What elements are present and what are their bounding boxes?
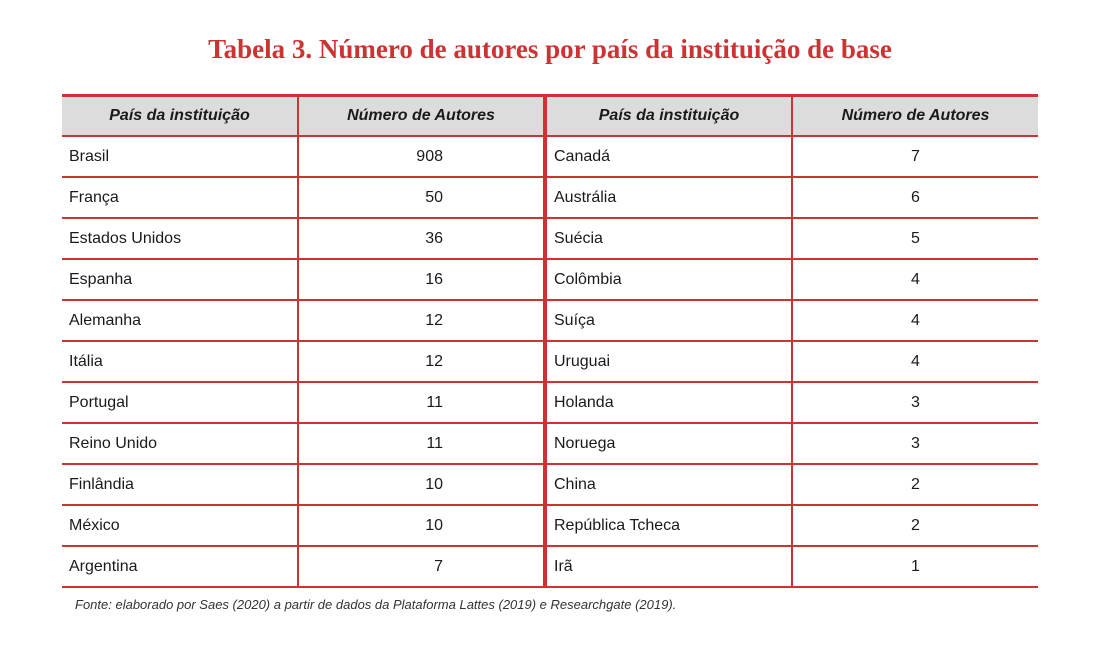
count-cell: 6 bbox=[792, 177, 1038, 218]
count-cell: 5 bbox=[792, 218, 1038, 259]
country-cell: Suécia bbox=[545, 218, 792, 259]
table-row bbox=[62, 341, 1038, 382]
country-cell: Reino Unido bbox=[62, 423, 298, 464]
count-cell: 50 bbox=[298, 177, 545, 218]
country-cell: Colômbia bbox=[545, 259, 792, 300]
country-cell: Portugal bbox=[62, 382, 298, 423]
count-cell: 11 bbox=[298, 382, 545, 423]
count-cell: 16 bbox=[298, 259, 545, 300]
table-row bbox=[62, 300, 1038, 341]
count-cell: 7 bbox=[792, 136, 1038, 177]
count-cell: 7 bbox=[298, 546, 545, 587]
count-cell: 3 bbox=[792, 423, 1038, 464]
header-count-right: Número de Autores bbox=[792, 96, 1038, 137]
country-cell: Austrália bbox=[545, 177, 792, 218]
count-cell: 12 bbox=[298, 300, 545, 341]
table-body bbox=[62, 136, 1038, 587]
table-header-row bbox=[62, 96, 1038, 137]
header-country-right: País da instituição bbox=[545, 96, 792, 137]
count-cell: 4 bbox=[792, 300, 1038, 341]
table-row bbox=[62, 259, 1038, 300]
country-cell: Itália bbox=[62, 341, 298, 382]
country-cell: República Tcheca bbox=[545, 505, 792, 546]
country-cell: México bbox=[62, 505, 298, 546]
table-row bbox=[62, 136, 1038, 177]
country-cell: Alemanha bbox=[62, 300, 298, 341]
count-cell: 2 bbox=[792, 464, 1038, 505]
count-cell: 10 bbox=[298, 464, 545, 505]
country-cell: Suíça bbox=[545, 300, 792, 341]
header-country-left: País da instituição bbox=[62, 96, 298, 137]
count-cell: 36 bbox=[298, 218, 545, 259]
count-cell: 3 bbox=[792, 382, 1038, 423]
count-cell: 2 bbox=[792, 505, 1038, 546]
country-cell: Argentina bbox=[62, 546, 298, 587]
table-row bbox=[62, 505, 1038, 546]
table-row bbox=[62, 177, 1038, 218]
table-row bbox=[62, 218, 1038, 259]
count-cell: 4 bbox=[792, 341, 1038, 382]
country-cell: Estados Unidos bbox=[62, 218, 298, 259]
country-cell: China bbox=[545, 464, 792, 505]
country-cell: Brasil bbox=[62, 136, 298, 177]
country-cell: Irã bbox=[545, 546, 792, 587]
count-cell: 12 bbox=[298, 341, 545, 382]
table-title: Tabela 3. Número de autores por país da instituição de base bbox=[208, 34, 892, 64]
count-cell: 908 bbox=[298, 136, 545, 177]
country-cell: Espanha bbox=[62, 259, 298, 300]
table-row bbox=[62, 464, 1038, 505]
header-count-left: Número de Autores bbox=[298, 96, 545, 137]
country-cell: França bbox=[62, 177, 298, 218]
table-row bbox=[62, 382, 1038, 423]
country-cell: Holanda bbox=[545, 382, 792, 423]
count-cell: 4 bbox=[792, 259, 1038, 300]
country-cell: Finlândia bbox=[62, 464, 298, 505]
table-row bbox=[62, 423, 1038, 464]
country-cell: Uruguai bbox=[545, 341, 792, 382]
source-note: Fonte: elaborado por Saes (2020) a partir de dados da Plataforma Lattes (2019) e Researchgate (2019). bbox=[75, 597, 677, 612]
authors-by-country-table bbox=[62, 94, 1038, 588]
table-row bbox=[62, 546, 1038, 587]
count-cell: 1 bbox=[792, 546, 1038, 587]
count-cell: 11 bbox=[298, 423, 545, 464]
count-cell: 10 bbox=[298, 505, 545, 546]
country-cell: Canadá bbox=[545, 136, 792, 177]
country-cell: Noruega bbox=[545, 423, 792, 464]
